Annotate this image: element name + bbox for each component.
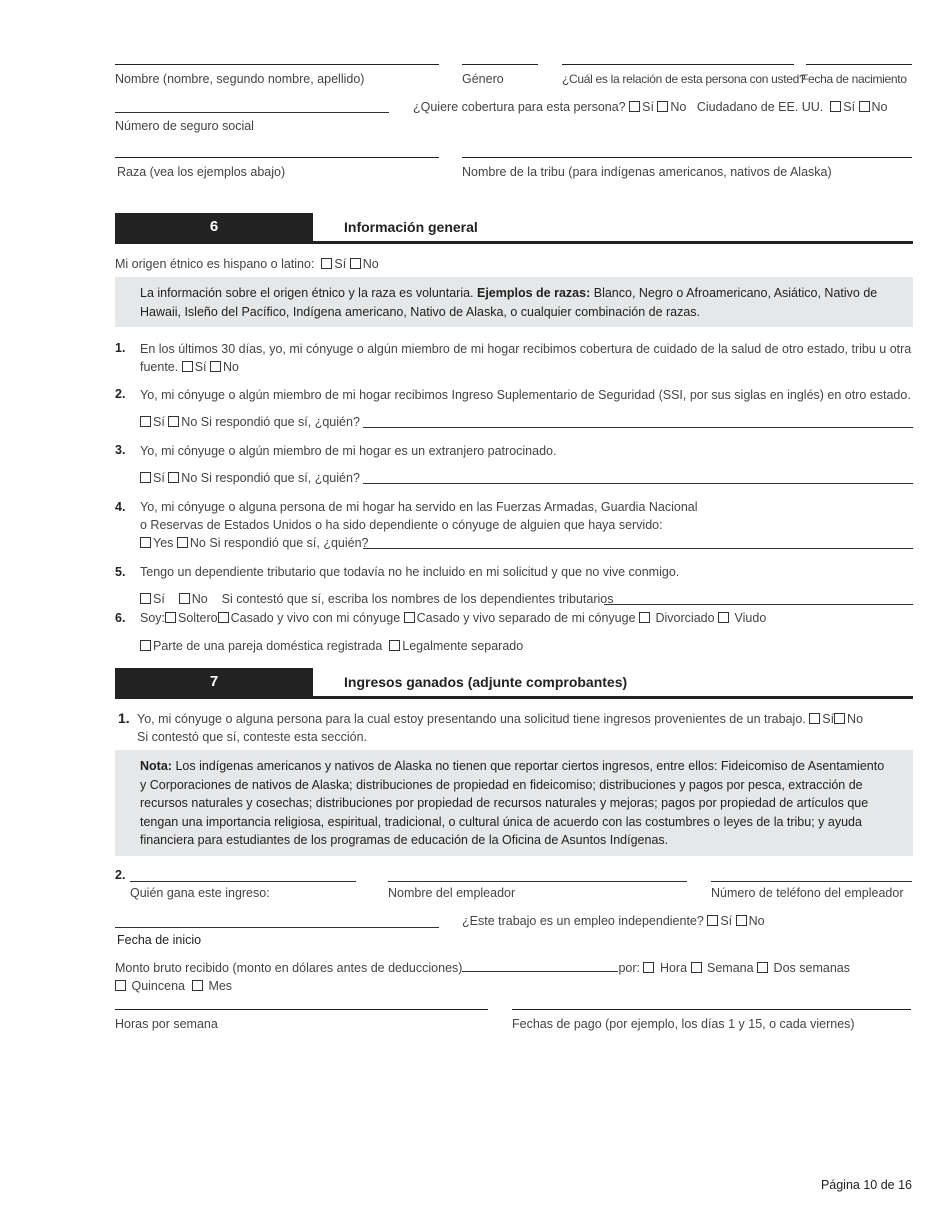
name-field[interactable] xyxy=(115,64,439,65)
s6-q6: Soy: Soltero Casado y vivo con mi cónyuge Casado y vivo separado de mi cónyuge Divorciado Viudo xyxy=(140,611,767,625)
employer-field[interactable] xyxy=(388,881,687,882)
s6-q1-number: 1. xyxy=(115,341,126,355)
gross-amount-field[interactable] xyxy=(462,960,618,972)
coverage-question: ¿Quiere cobertura para esta persona? Sí No Ciudadano de EE. UU. Sí No xyxy=(413,100,888,114)
race-info-note: La información sobre el origen étnico y la raza es voluntaria. Ejemplos de razas: Blanco, Negro o Afroamericano, Asiático, Nativo de Hawaii, Isleño del Pacífico, Indígena americano, Nativo de Alaska, o cualquier combinación de razas. xyxy=(115,277,913,327)
start-date-field[interactable] xyxy=(115,927,439,928)
hispanic-question: Mi origen étnico es hispano o latino: Sí No xyxy=(115,257,379,271)
s6-q5-no-checkbox[interactable] xyxy=(179,593,190,604)
self-employed-no-checkbox[interactable] xyxy=(736,915,747,926)
name-label: Nombre (nombre, segundo nombre, apellido) xyxy=(115,72,365,86)
s6-q3-no-checkbox[interactable] xyxy=(168,472,179,483)
s6-q1: En los últimos 30 días, yo, mi cónyuge o algún miembro de mi hogar recibimos cobertura de cuidado de la salud de otro estado, tribu u otra fuente. Sí No xyxy=(140,342,912,374)
married-separated-checkbox[interactable] xyxy=(404,612,415,623)
s7-q2-number: 2. xyxy=(115,868,126,882)
section-6-number: 6 xyxy=(115,213,313,241)
ssn-label: Número de seguro social xyxy=(115,119,254,133)
s6-q3-yes-checkbox[interactable] xyxy=(140,472,151,483)
s6-q2-answer: Sí No Si respondió que sí, ¿quién? xyxy=(140,413,360,431)
tribe-label: Nombre de la tribu (para indígenas americanos, nativos de Alaska) xyxy=(462,165,832,179)
citizen-question: Ciudadano de EE. UU. xyxy=(696,100,824,114)
start-date-label: Fecha de inicio xyxy=(117,933,202,947)
s6-q5: Tengo un dependiente tributario que todavía no he incluido en mi solicitud y que no vive conmigo. xyxy=(140,565,680,579)
native-income-note: Nota: Los indígenas americanos y nativos de Alaska no tienen que reportar ciertos ingresos, entre ellos: Fideicomiso de Asentamiento y Corporaciones de nativos de Alaska; distribuciones de propiedad en fideicomiso; distribuciones y pagos por pesca, extracción de recursos naturales y cosechas; distribuciones por propiedad de recursos naturales y mejoras; pagos por propiedad de artículos que tengan una importancia religiosa, espiritual, tradicional, o cultural única de acuerdo con las costumbres o leyes de la tribu; y ayuda financiera para estudiantes de los programas de educación de la Oficina de Asuntos Indígenas. xyxy=(115,750,913,856)
s6-q4-number: 4. xyxy=(115,500,126,514)
section-7-title: Ingresos ganados (adjunte comprobantes) xyxy=(344,674,628,690)
s6-q3: Yo, mi cónyuge o algún miembro de mi hogar es un extranjero patrocinado. xyxy=(140,444,557,458)
citizen-yes-checkbox[interactable] xyxy=(830,101,841,112)
s6-q5-yes-checkbox[interactable] xyxy=(140,593,151,604)
s6-q4-who-field[interactable] xyxy=(363,548,913,549)
employer-phone-field[interactable] xyxy=(711,881,912,882)
page-number: Página 10 de 16 xyxy=(820,1178,912,1192)
who-earns-label: Quién gana este ingreso: xyxy=(130,886,270,900)
hours-field[interactable] xyxy=(115,1009,488,1010)
race-field[interactable] xyxy=(115,157,439,158)
s6-q5-names-field[interactable] xyxy=(604,604,913,605)
coverage-yes-checkbox[interactable] xyxy=(629,101,640,112)
single-checkbox[interactable] xyxy=(165,612,176,623)
semimonthly-checkbox[interactable] xyxy=(115,980,126,991)
hispanic-yes-checkbox[interactable] xyxy=(321,258,332,269)
gross-income-row-2: Quincena Mes xyxy=(115,979,232,994)
s6-q5-number: 5. xyxy=(115,565,126,579)
s6-q3-number: 3. xyxy=(115,443,126,457)
tribe-field[interactable] xyxy=(462,157,912,158)
citizen-no-checkbox[interactable] xyxy=(859,101,870,112)
monthly-checkbox[interactable] xyxy=(192,980,203,991)
section-7-header xyxy=(115,668,913,699)
s7-q1-number: 1. xyxy=(118,710,130,726)
gender-field[interactable] xyxy=(462,64,538,65)
s7-q1: Yo, mi cónyuge o alguna persona para la cual estoy presentando una solicitud tiene ingresos provenientes de un trabajo. Sí No Si contestó que sí, conteste esta sección. xyxy=(137,712,864,744)
race-label: Raza (vea los ejemplos abajo) xyxy=(117,165,286,179)
s6-q2-number: 2. xyxy=(115,387,126,401)
s7-q1-no-checkbox[interactable] xyxy=(834,713,845,724)
s6-q5-answer: Sí No Si contestó que sí, escriba los nombres de los dependientes tributarios xyxy=(140,590,614,608)
who-earns-field[interactable] xyxy=(130,881,356,882)
divorced-checkbox[interactable] xyxy=(639,612,650,623)
hourly-checkbox[interactable] xyxy=(643,962,654,973)
self-employed-question: ¿Este trabajo es un empleo independiente? Sí No xyxy=(462,914,765,928)
s6-q2: Yo, mi cónyuge o algún miembro de mi hogar recibimos Ingreso Suplementario de Seguridad (SSI, por sus siglas en inglés) en otro estado. xyxy=(140,388,911,402)
gross-income-row: Monto bruto recibido (monto en dólares antes de deducciones) por: Hora Semana Dos semanas xyxy=(115,961,850,975)
section-6-title: Información general xyxy=(344,219,478,235)
self-employed-yes-checkbox[interactable] xyxy=(707,915,718,926)
coverage-no-checkbox[interactable] xyxy=(657,101,668,112)
biweekly-checkbox[interactable] xyxy=(757,962,768,973)
dob-field[interactable] xyxy=(806,64,912,65)
married-together-checkbox[interactable] xyxy=(218,612,229,623)
s6-q6-more: Parte de una pareja doméstica registrada Legalmente separado xyxy=(140,637,523,655)
weekly-checkbox[interactable] xyxy=(691,962,702,973)
s6-q2-who-field[interactable] xyxy=(363,427,913,428)
s6-q4: Yo, mi cónyuge o alguna persona de mi hogar ha servido en las Fuerzas Armadas, Guardia Nacional o Reservas de Estados Unidos o ha sido dependiente o cónyuge de alguien que haya servido: Yes No Si respondió que sí, ¿quién? xyxy=(140,500,698,550)
relationship-label: ¿Cuál es la relación de esta persona con usted? xyxy=(562,72,806,86)
s6-q3-who-field[interactable] xyxy=(363,483,913,484)
s6-q2-yes-checkbox[interactable] xyxy=(140,416,151,427)
pay-dates-label: Fechas de pago (por ejemplo, los días 1 y 15, o cada viernes) xyxy=(512,1017,855,1031)
s6-q2-no-checkbox[interactable] xyxy=(168,416,179,427)
s7-q1-yes-checkbox[interactable] xyxy=(809,713,820,724)
s6-q3-answer: Sí No Si respondió que sí, ¿quién? xyxy=(140,469,360,487)
pay-dates-field[interactable] xyxy=(512,1009,911,1010)
s6-q1-no-checkbox[interactable] xyxy=(210,361,221,372)
hispanic-no-checkbox[interactable] xyxy=(350,258,361,269)
s6-q6-number: 6. xyxy=(115,611,126,625)
section-6-header xyxy=(115,213,913,244)
employer-label: Nombre del empleador xyxy=(388,886,516,900)
dob-label: Fecha de nacimiento xyxy=(801,72,907,86)
s6-q4-no-checkbox[interactable] xyxy=(177,537,188,548)
relationship-field[interactable] xyxy=(562,64,794,65)
hours-label: Horas por semana xyxy=(115,1017,218,1031)
widowed-checkbox[interactable] xyxy=(718,612,729,623)
gender-label: Género xyxy=(462,72,504,86)
employer-phone-label: Número de teléfono del empleador xyxy=(711,886,904,900)
s6-q1-yes-checkbox[interactable] xyxy=(182,361,193,372)
section-7-number: 7 xyxy=(115,668,313,696)
s6-q4-yes-checkbox[interactable] xyxy=(140,537,151,548)
domestic-partner-checkbox[interactable] xyxy=(140,640,151,651)
ssn-field[interactable] xyxy=(115,112,389,113)
legally-separated-checkbox[interactable] xyxy=(389,640,400,651)
